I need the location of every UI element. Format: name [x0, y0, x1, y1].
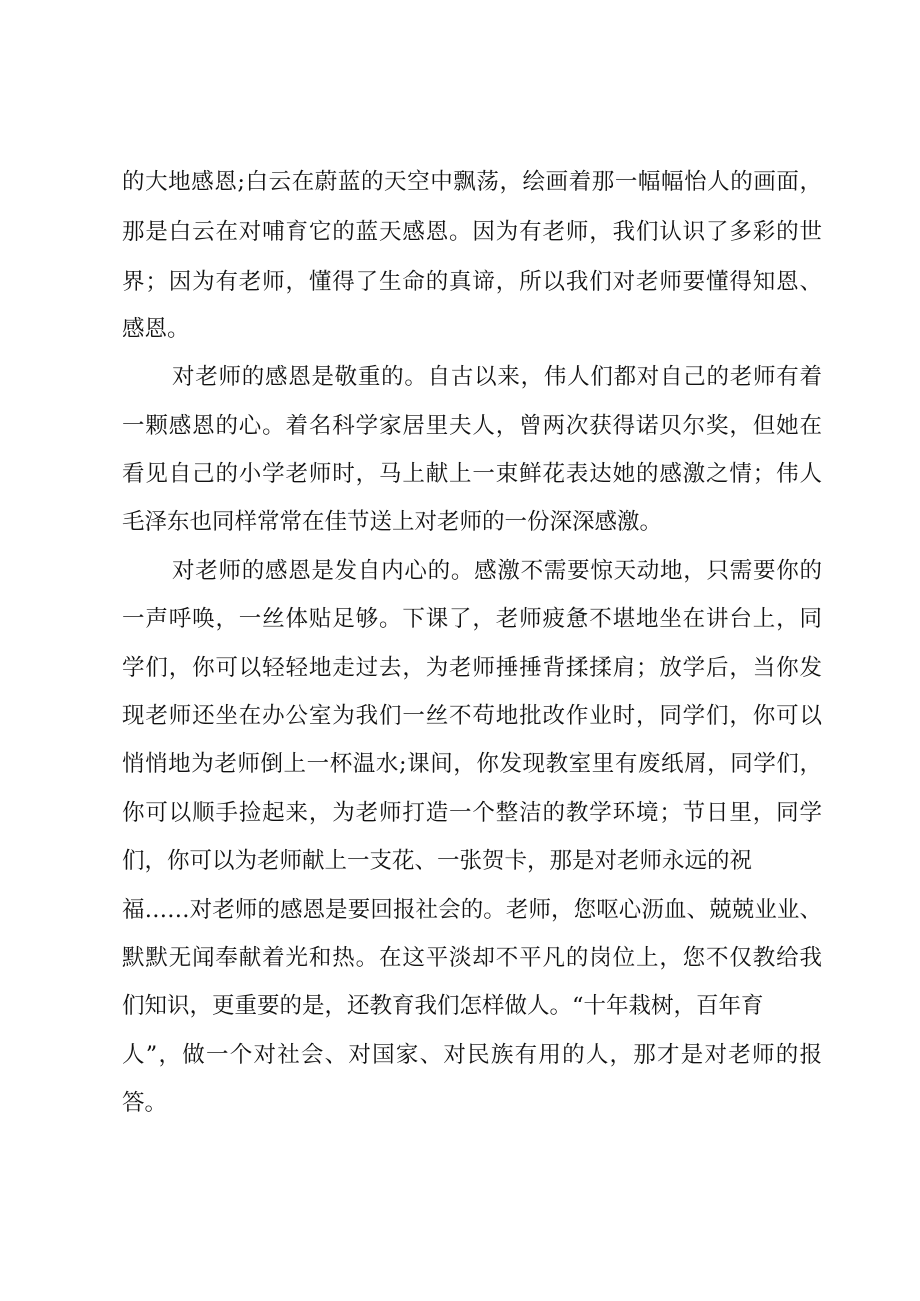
text-line: 默默无闻奉献着光和热。在这平淡却不平凡的岗位上，您不仅教给我: [122, 945, 822, 971]
text-line: 的大地感恩;白云在蔚蓝的天空中飘荡，绘画着那一幅幅怡人的画面，: [122, 169, 822, 195]
text-line: 感恩。: [122, 316, 190, 342]
text-line: 现老师还坐在办公室为我们一丝不苟地批改作业时，同学们，你可以: [122, 703, 822, 729]
text-line: 你可以顺手捡起来，为老师打造一个整洁的教学环境；节日里，同学: [122, 800, 822, 826]
text-line: 界；因为有老师，懂得了生命的真谛，所以我们对老师要懂得知恩、: [122, 269, 822, 295]
text-line: 看见自己的小学老师时，马上献上一束鲜花表达她的感激之情；伟人: [122, 461, 822, 487]
text-line: 人”，做一个对社会、对国家、对民族有用的人，那才是对老师的报: [122, 1042, 822, 1068]
text-line: 福……对老师的感恩是要回报社会的。老师，您呕心沥血、兢兢业业、: [122, 897, 822, 923]
text-line: 们知识，更重要的是，还教育我们怎样做人。“十年栽树，百年育: [122, 993, 764, 1019]
text-line: 毛泽东也同样常常在佳节送上对老师的一份深深感激。: [122, 509, 663, 535]
text-line: 悄悄地为老师倒上一杯温水;课间，你发现教室里有废纸屑，同学们，: [122, 751, 822, 777]
text-line: 一颗感恩的心。着名科学家居里夫人，曾两次获得诺贝尔奖，但她在: [122, 413, 822, 439]
text-line: 们，你可以为老师献上一支花、一张贺卡，那是对老师永远的祝: [122, 848, 753, 874]
text-line: 对老师的感恩是敬重的。自古以来，伟人们都对自己的老师有着: [172, 364, 822, 390]
text-line: 答。: [122, 1090, 168, 1116]
text-line: 学们，你可以轻轻地走过去，为老师捶捶背揉揉肩；放学后，当你发: [122, 655, 822, 681]
text-line: 那是白云在对哺育它的蓝天感恩。因为有老师，我们认识了多彩的世: [122, 219, 822, 245]
text-line: 一声呼唤，一丝体贴足够。下课了，老师疲惫不堪地坐在讲台上，同: [122, 606, 822, 632]
text-line: 对老师的感恩是发自内心的。感激不需要惊天动地，只需要你的: [172, 558, 822, 584]
